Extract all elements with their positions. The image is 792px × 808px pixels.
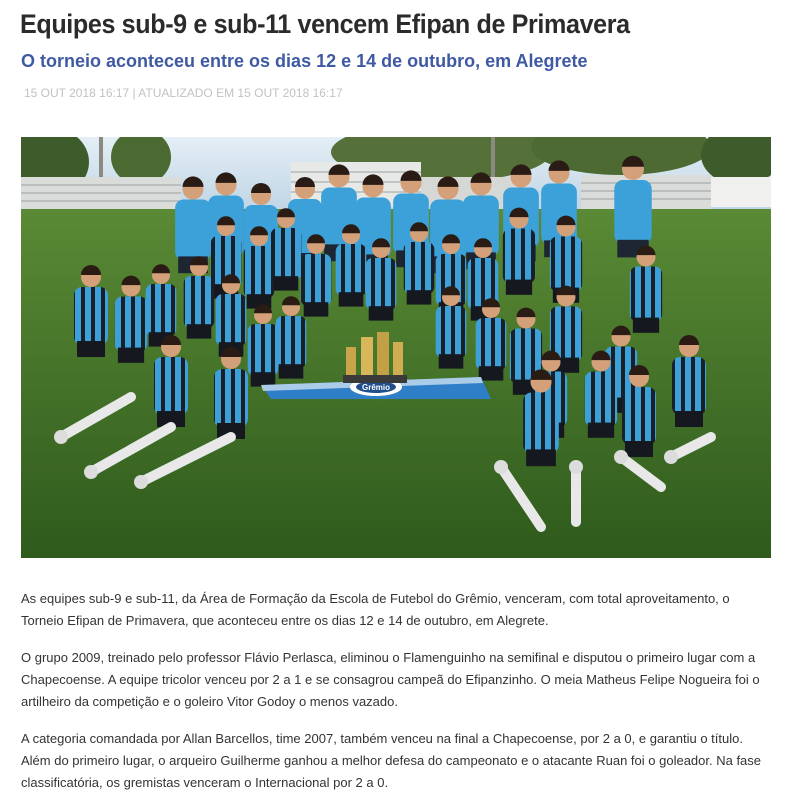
team-photo-illustration [21, 137, 771, 558]
article-subtitle: O torneio aconteceu entre os dias 12 e 14 de outubro, em Alegrete [21, 51, 588, 71]
flag-text: Grêmio [361, 383, 391, 392]
article-paragraph-2: O grupo 2009, treinado pelo professor Flávio Perlasca, eliminou o Flamenguinho na semifinal e disputou o primeiro lugar com a Chapecoense. A equipe tricolor venceu por 2 a 1 e se consagrou campeã do Efipanzinho. O meia Matheus Felipe Nogueira foi o artilheiro da competição e o goleiro Vitor Godoy o menos vazado. [21, 650, 760, 709]
article-body [21, 588, 771, 808]
article-paragraph-1: As equipes sub-9 e sub-11, da Área de Formação da Escola de Futebol do Grêmio, venceram, com total aproveitamento, o Torneio Efipan de Primavera, que aconteceu entre os dias 12 e 14 de outubro, em Alegrete. [21, 591, 730, 628]
team-photo [21, 137, 771, 558]
article-dateline: 15 OUT 2018 16:17 | ATUALIZADO EM 15 OUT 2018 16:17 [24, 86, 343, 100]
article-headline: Equipes sub-9 e sub-11 vencem Efipan de Primavera [20, 9, 630, 39]
article-paragraph-3: A categoria comandada por Allan Barcellos, time 2007, também venceu na final a Chapecoense, por 2 a 0, e garantiu o título. Além do primeiro lugar, o arqueiro Guilherme ganhou a melhor defesa do campeonato e o atacante Ruan foi o goleador. Na fase classificatória, os gremistas venceram o Internacional por 2 a 0. [21, 731, 762, 790]
